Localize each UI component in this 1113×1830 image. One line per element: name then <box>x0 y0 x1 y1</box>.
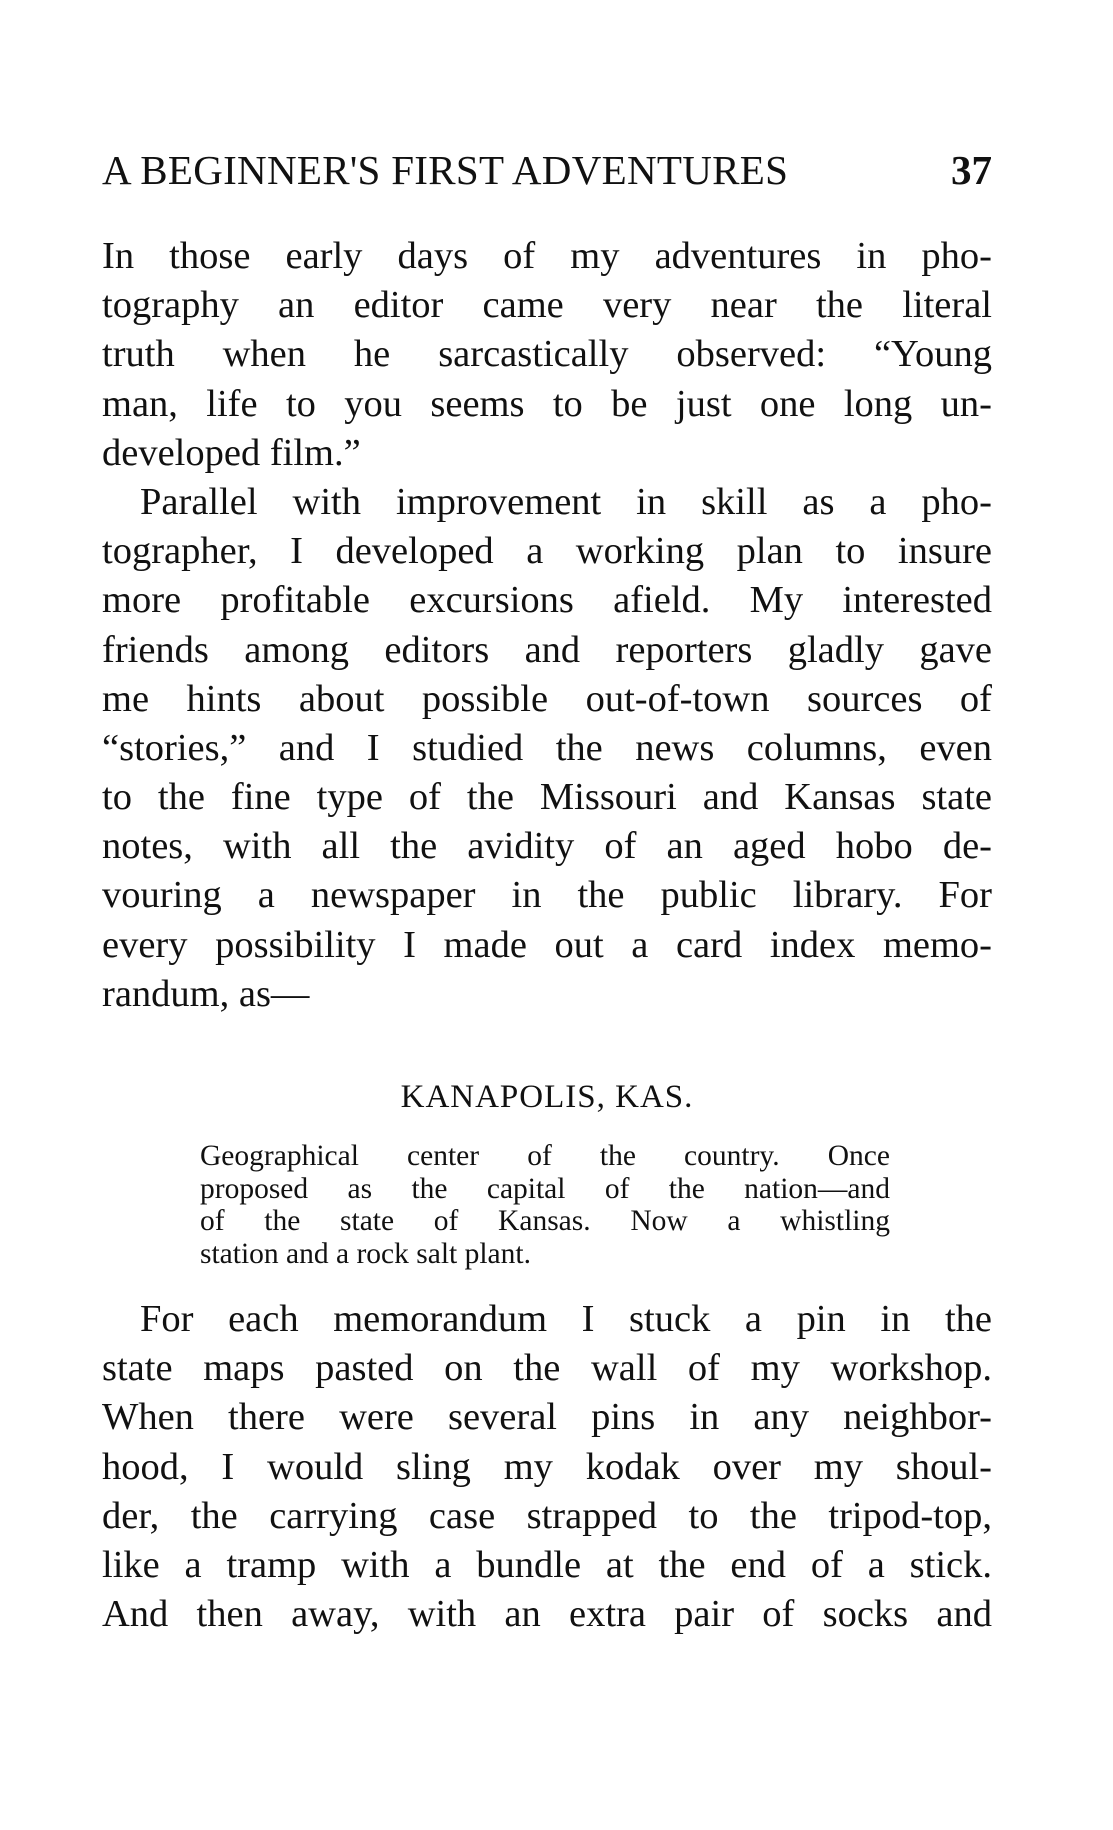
text-line: When there were several pins in any neighbor- <box>102 1396 992 1439</box>
running-title: A BEGINNER'S FIRST ADVENTURES <box>102 147 789 193</box>
text-line: every possibility I made out a card index memo- <box>102 923 992 966</box>
memo-heading: KANAPOLIS, KAS. <box>400 1079 694 1115</box>
memo-text <box>200 1140 890 1270</box>
memo-line: station and a rock salt plant. <box>200 1237 531 1270</box>
memo-line: of the state of Kansas. Now a whistling <box>200 1205 890 1237</box>
text-line: tographer, I developed a working plan to insure <box>102 530 992 573</box>
text-line: friends among editors and reporters gladly gave <box>102 628 992 671</box>
text-line: man, life to you seems to be just one long un- <box>102 382 992 425</box>
text-line: me hints about possible out-of-town sources of <box>102 677 992 720</box>
text-line: And then away, with an extra pair of socks and <box>102 1593 992 1636</box>
text-line: randum, as— <box>102 972 310 1015</box>
text-line: For each memorandum I stuck a pin in the <box>140 1298 992 1340</box>
body-text-bottom <box>102 1295 992 1639</box>
text-line: to the fine type of the Missouri and Kansas state <box>102 776 992 819</box>
text-line: notes, with all the avidity of an aged hobo de- <box>102 825 992 868</box>
text-line: more profitable excursions afield. My interested <box>102 579 992 622</box>
page-number: 37 <box>951 147 992 193</box>
text-line: tography an editor came very near the literal <box>102 284 992 327</box>
text-line: “stories,” and I studied the news columns, even <box>102 726 992 769</box>
text-line: like a tramp with a bundle at the end of a stick. <box>102 1543 992 1586</box>
text-line: hood, I would sling my kodak over my shoul- <box>102 1445 992 1488</box>
text-line: der, the carrying case strapped to the tripod-top, <box>102 1494 992 1537</box>
body-text-top <box>102 232 992 1019</box>
text-line: developed film.” <box>102 431 361 474</box>
memo-line: proposed as the capital of the nation—and <box>200 1172 890 1205</box>
text-line: truth when he sarcastically observed: “Young <box>102 333 992 376</box>
memo-block <box>102 1072 992 1270</box>
text-line: In those early days of my adventures in pho- <box>102 235 992 277</box>
text-line: state maps pasted on the wall of my workshop. <box>102 1347 992 1390</box>
text-line: vouring a newspaper in the public library. For <box>102 874 992 917</box>
memo-line: Geographical center of the country. Once <box>200 1140 890 1172</box>
text-line: Parallel with improvement in skill as a pho- <box>140 480 992 523</box>
running-head <box>102 140 992 200</box>
